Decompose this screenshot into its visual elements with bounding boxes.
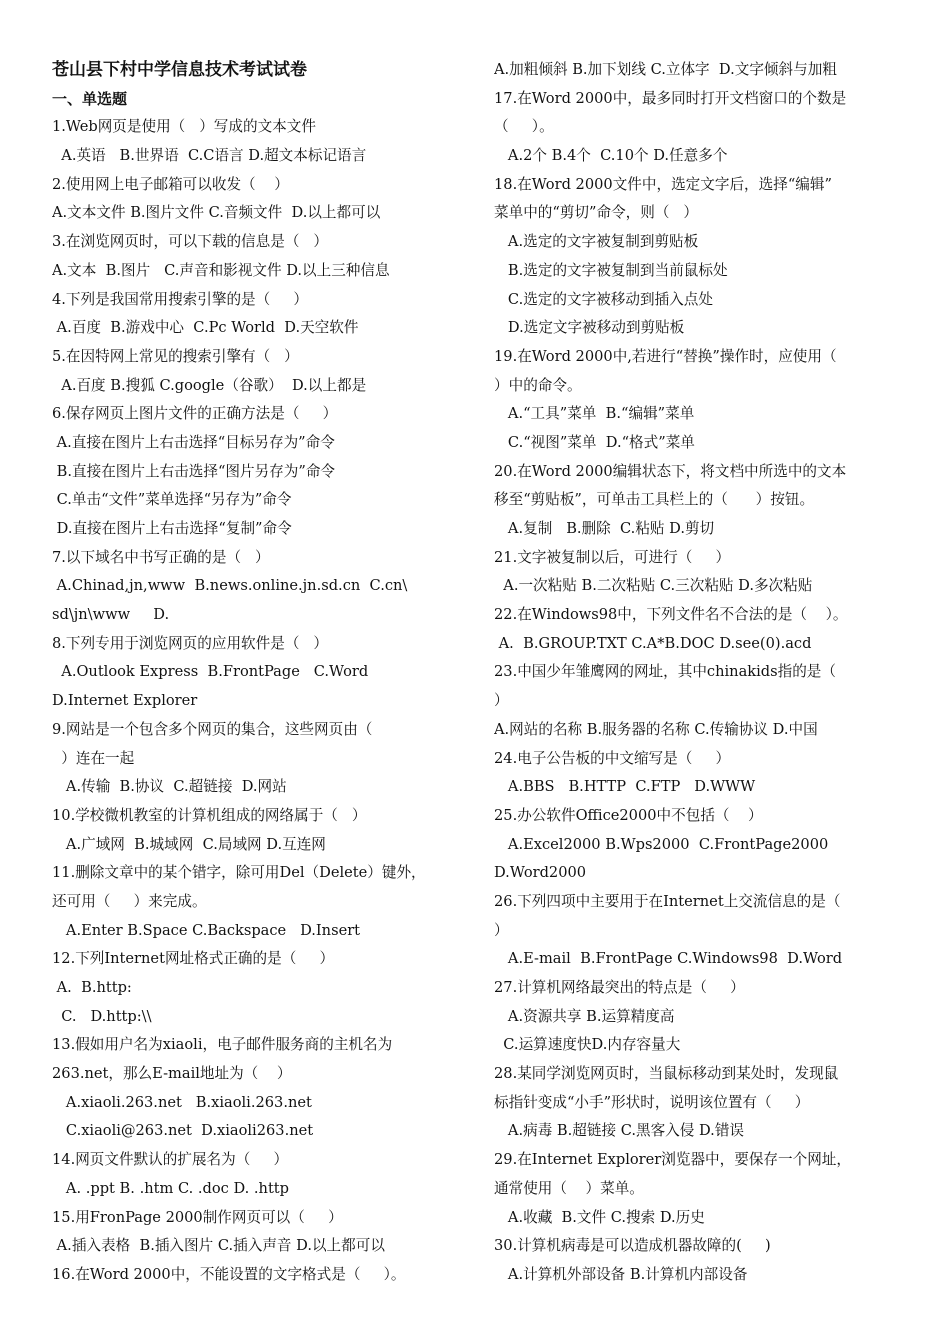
text-line: A.一次粘贴 B.二次粘贴 C.三次粘贴 D.多次粘贴 [494,577,813,595]
text-line: D.Word2000 [494,864,587,882]
text-line: A.传输 B.协议 C.超链接 D.网站 [52,778,287,796]
text-line: 8.下列专用于浏览网页的应用软件是（ ） [52,634,328,652]
text-line: ） [494,921,509,939]
text-line: 3.在浏览网页时，可以下载的信息是（ ） [52,233,328,251]
text-line: 6.保存网页上图片文件的正确方法是（ ） [52,405,338,423]
text-line: 24.电子公告板的中文缩写是（ ） [494,749,731,767]
text-line: 18.在Word 2000文件中，选定文字后，选择“编辑” [494,175,832,193]
text-line: 5.在因特网上常见的搜索引擎有（ ） [52,347,299,365]
text-line: 22.在Windows98中，下列文件名不合法的是（ ）。 [494,606,848,624]
text-line: C.“视图”菜单 D.“格式”菜单 [494,433,695,451]
text-line: A.“工具”菜单 B.“编辑”菜单 [494,405,695,423]
text-line: 4.下列是我国常用搜索引擎的是（ ） [52,290,309,308]
text-line: 15.用FronPage 2000制作网页可以（ ） [52,1208,343,1226]
text-line: A.文本文件 B.图片文件 C.音频文件 D.以上都可以 [52,204,381,222]
text-line: D.Internet Explorer [52,692,198,710]
text-line: A.BBS B.HTTP C.FTP D.WWW [494,778,756,796]
text-line: 移至“剪贴板”，可单击工具栏上的（ ）按钮。 [494,491,815,509]
text-line: 27.计算机网络最突出的特点是（ ） [494,979,745,996]
text-line: 23.中国少年雏鹰网的网址，其中chinakids指的是（ [494,663,836,681]
text-line: 28.某同学浏览网页时，当鼠标移动到某处时，发现鼠 [494,1065,839,1083]
text-line: C. D.http:\\ [52,1007,152,1025]
text-line: C.单击“文件”菜单选择“另存为”命令 [52,491,292,509]
text-line: A.计算机外部设备 B.计算机内部设备 [494,1265,748,1283]
text-line: B.直接在图片上右击选择“图片另存为”命令 [52,462,336,480]
text-line: 21.文字被复制以后，可进行（ ） [494,548,731,566]
text-line: A.英语 B.世界语 C.C语言 D.超文本标记语言 [52,147,367,165]
text-line: A. B.GROUP.TXT C.A*B.DOC D.see(0).acd [494,634,812,652]
text-line: 标指针变成“小手”形状时，说明该位置有（ ） [494,1093,810,1111]
text-line: A.百度 B.游戏中心 C.Pc World D.天空软件 [52,319,359,337]
text-line: （ ）。 [494,118,554,136]
text-line: A.广域网 B.城域网 C.局域网 D.互连网 [52,835,326,853]
text-line: 26.下列四项中主要用于在Internet上交流信息的是（ [494,892,841,910]
text-line: A.网站的名称 B.服务器的名称 C.传输协议 D.中国 [494,720,818,738]
text-line: A.加粗倾斜 B.加下划线 C.立体字 D.文字倾斜与加粗 [494,61,837,78]
text-line: C.选定的文字被移动到插入点处 [494,290,713,308]
text-line: 13.假如用户名为xiaoli，电子邮件服务商的主机名为 [52,1036,393,1054]
text-line: A.E-mail B.FrontPage C.Windows98 D.Word [494,950,843,968]
left-column [52,56,472,1290]
text-line: C.运算速度快D.内存容量大 [494,1036,681,1054]
text-line: A.资源共享 B.运算精度高 [494,1007,675,1025]
exam-title: 苍山县下村中学信息技术考试试卷 [52,60,307,80]
text-line: 14.网页文件默认的扩展名为（ ） [52,1151,289,1169]
text-line: 19.在Word 2000中,若进行“替换”操作时，应使用（ [494,347,837,365]
text-line: D.直接在图片上右击选择“复制”命令 [52,520,292,537]
text-line: A.文本 B.图片 C.声音和影视文件 D.以上三种信息 [52,261,390,279]
text-line: D.选定文字被移动到剪贴板 [494,319,685,337]
text-line: 1.Web网页是使用（ ）写成的文本文件 [52,118,316,136]
text-line: A.病毒 B.超链接 C.黑客入侵 D.错误 [494,1122,745,1140]
text-line: A.插入表格 B.插入图片 C.插入声音 D.以上都可以 [52,1237,385,1255]
text-line: 17.在Word 2000中，最多同时打开文档窗口的个数是 [494,89,847,107]
text-line: 还可用（ ）来完成。 [52,892,207,910]
text-line: 11.删除文章中的某个错字，除可用Del（Delete）键外， [52,864,426,882]
section-heading: 一、单选题 [52,89,128,108]
text-line: ）连在一起 [52,749,135,767]
text-line: A.选定的文字被复制到剪贴板 [494,233,699,251]
text-line: A.xiaoli.263.net B.xiaoli.263.net [52,1093,312,1111]
text-line: B.选定的文字被复制到当前鼠标处 [494,261,728,279]
text-line: ）中的命令。 [494,376,582,394]
text-line: 29.在Internet Explorer浏览器中，要保存一个网址， [494,1151,851,1169]
text-line: A.Outlook Express B.FrontPage C.Word [52,663,369,681]
text-line: 2.使用网上电子邮箱可以收发（ ） [52,175,289,193]
text-line: 263.net，那么E-mail地址为（ ） [52,1065,292,1083]
text-line: sd\jn\www D. [52,606,170,624]
text-line: A.Excel2000 B.Wps2000 C.FrontPage2000 [494,835,829,853]
text-line: C.xiaoli@263.net D.xiaoli263.net [52,1122,314,1140]
text-line: A.百度 B.搜狐 C.google（谷歌） D.以上都是 [52,376,367,394]
text-line: A.收藏 B.文件 C.搜索 D.历史 [494,1208,705,1226]
text-line: 12.下列Internet网址格式正确的是（ ） [52,950,335,968]
text-line: A.Chinad,jn,www B.news.online.jn.sd.cn C.cn\ [52,577,408,595]
text-line: A.Enter B.Space C.Backspace D.Insert [52,921,361,939]
text-line: 通常使用（ ）菜单。 [494,1179,644,1197]
text-line: A.复制 B.删除 C.粘贴 D.剪切 [494,520,715,537]
right-column [494,56,904,1290]
text-line: A.2个 B.4个 C.10个 D.任意多个 [494,147,728,165]
text-line: 20.在Word 2000编辑状态下，将文档中所选中的文本 [494,462,847,480]
text-line: 9.网站是一个包含多个网页的集合，这些网页由（ [52,720,373,738]
text-line: ） [494,692,509,710]
text-line: 30.计算机病毒是可以造成机器故障的( ) [494,1237,771,1255]
text-line: 菜单中的“剪切”命令，则（ ） [494,204,698,222]
text-line: A.直接在图片上右击选择“目标另存为”命令 [52,433,335,451]
text-line: 25.办公软件Office2000中不包括（ ） [494,806,763,824]
text-line: 16.在Word 2000中，不能设置的文字格式是（ ）。 [52,1265,406,1283]
text-line: A. B.http: [52,979,132,996]
text-line: A. .ppt B. .htm C. .doc D. .http [52,1179,290,1197]
text-line: 7.以下域名中书写正确的是（ ） [52,548,270,566]
text-line: 10.学校微机教室的计算机组成的网络属于（ ） [52,806,367,824]
